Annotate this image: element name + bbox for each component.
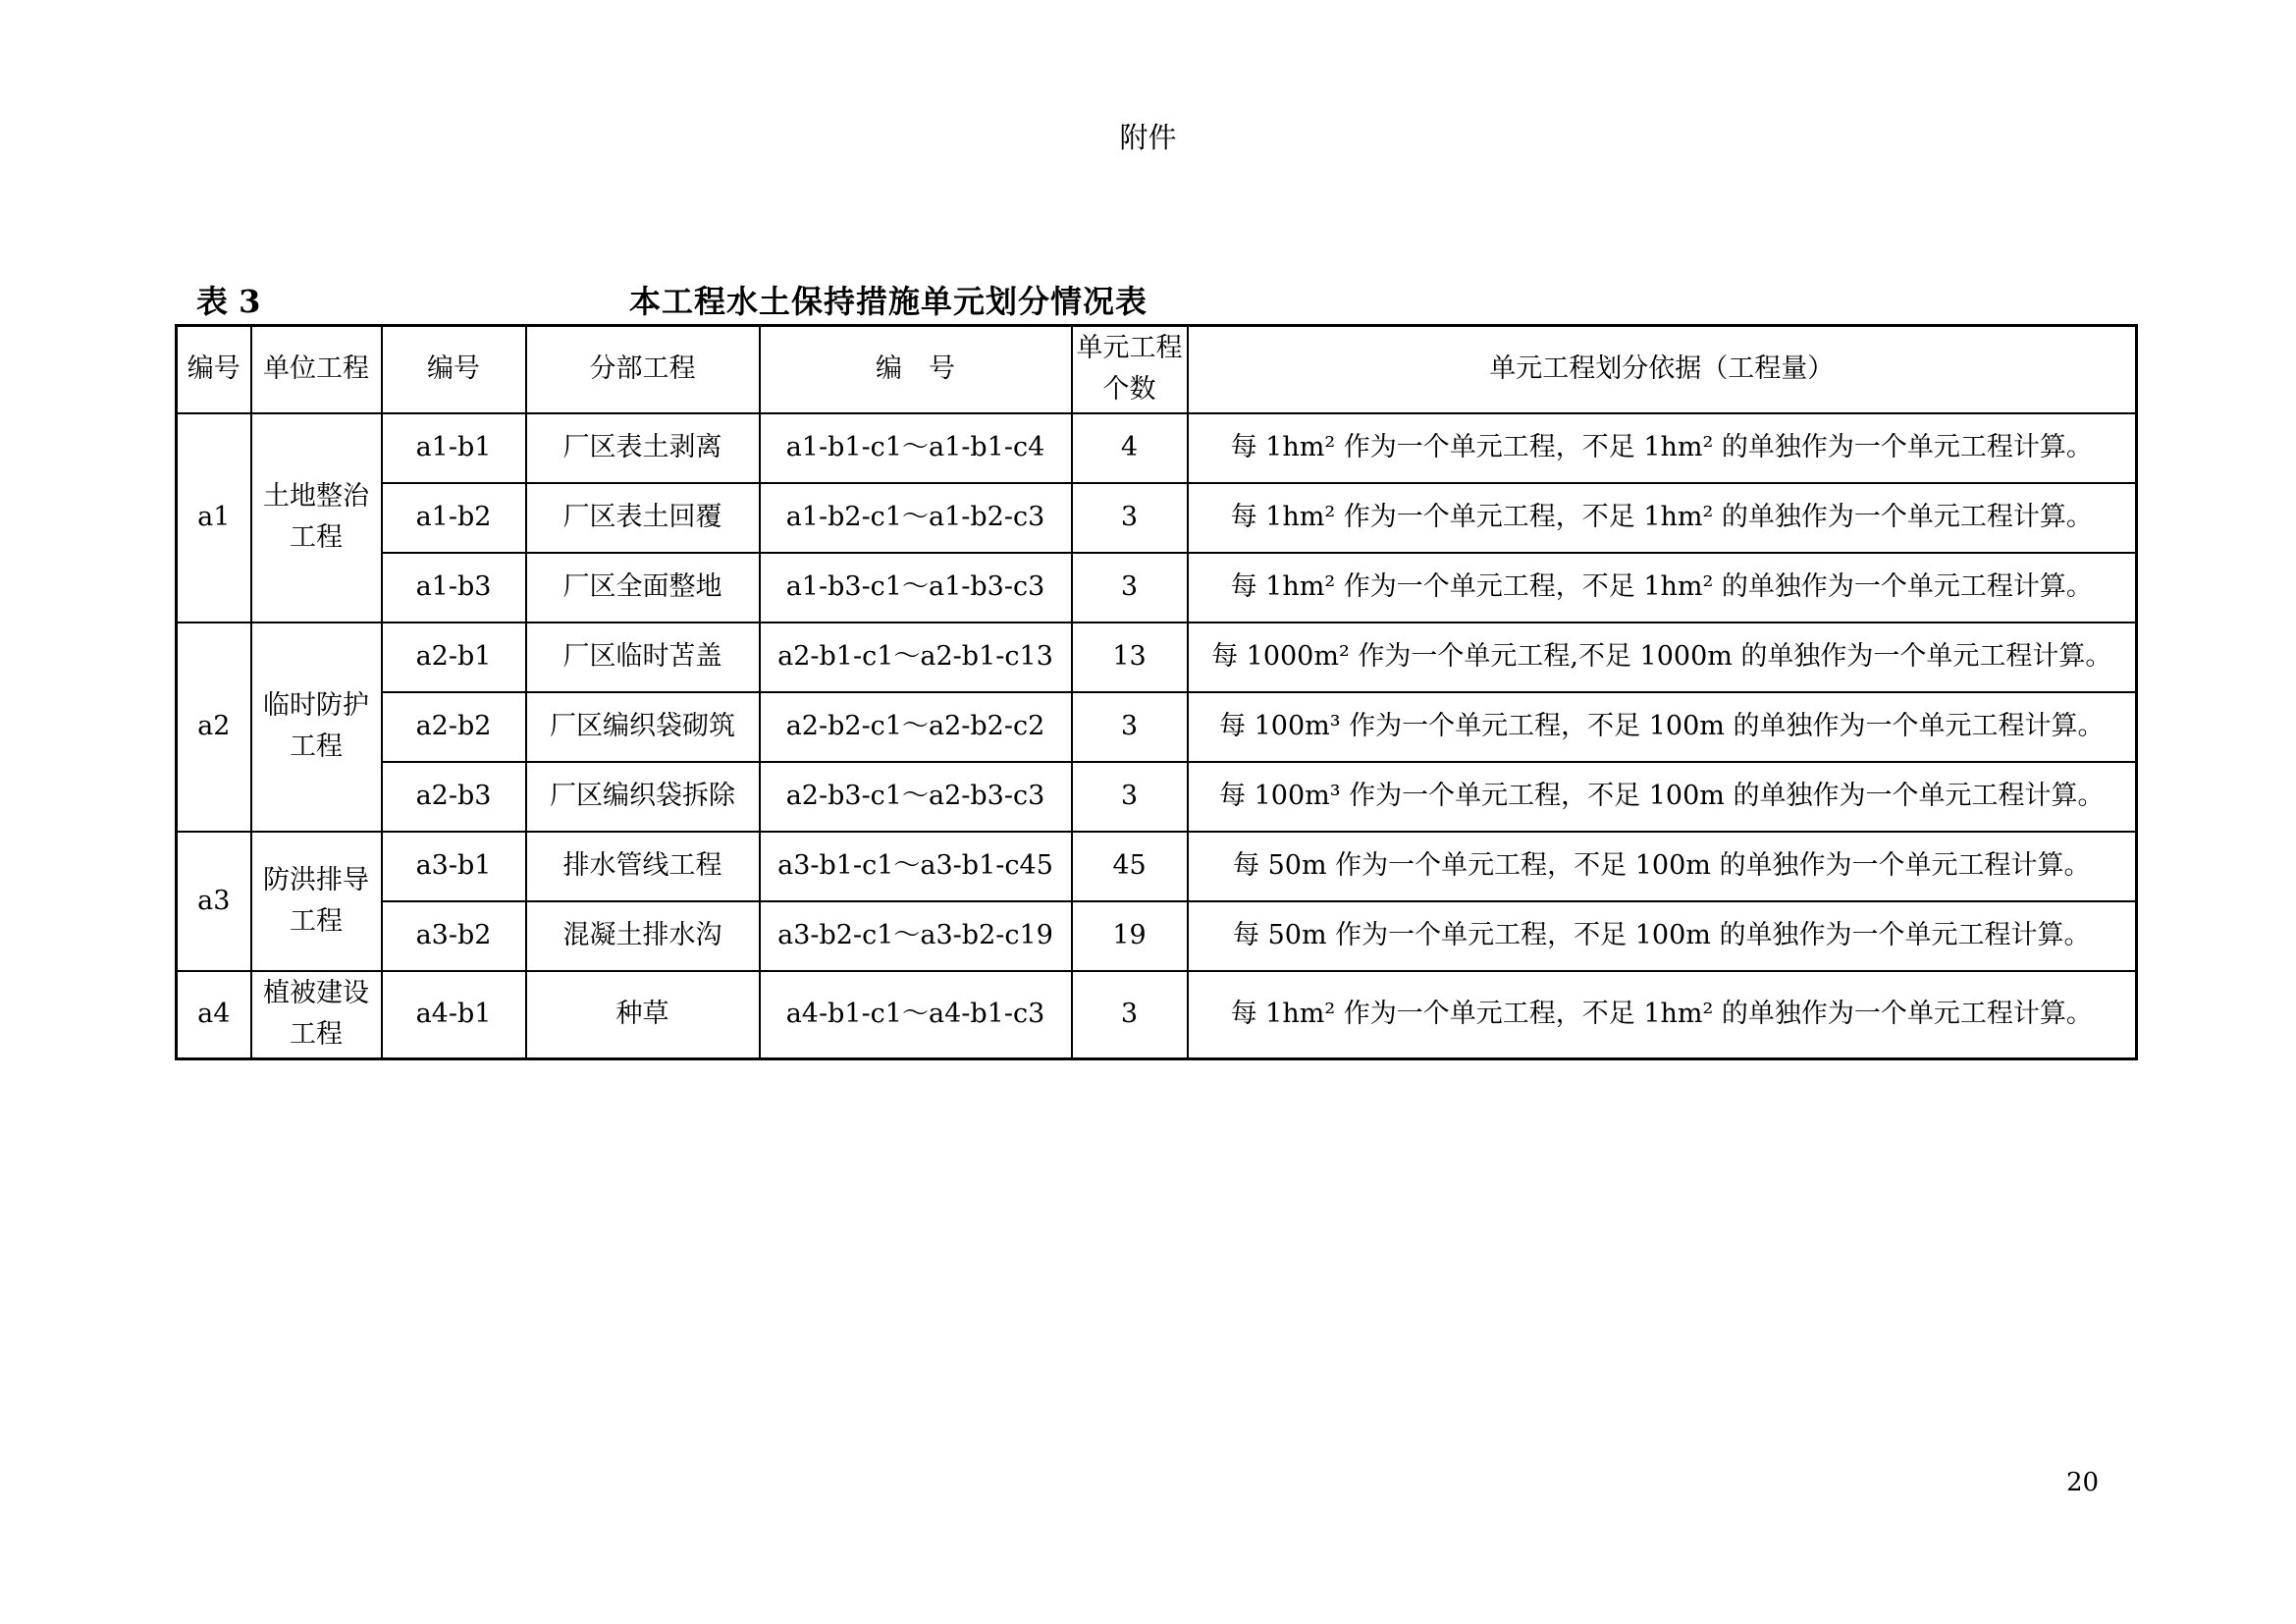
sub-code: a1-b1 — [382, 413, 526, 483]
unit-count: 45 — [1072, 832, 1188, 901]
sub-project: 厂区临时苫盖 — [526, 623, 760, 692]
basis: 每 1hm² 作为一个单元工程，不足 1hm² 的单独作为一个单元工程计算。 — [1188, 483, 2137, 553]
sub-code: a2-b3 — [382, 762, 526, 832]
measures-table — [175, 324, 2138, 1060]
sub-project: 厂区表土回覆 — [526, 483, 760, 553]
table-row — [177, 971, 2137, 1059]
sub-project: 厂区表土剥离 — [526, 413, 760, 483]
unit-code: a4-b1-c1～a4-b1-c3 — [760, 971, 1072, 1059]
table-row — [177, 553, 2137, 623]
unit-count: 3 — [1072, 692, 1188, 762]
table-row — [177, 901, 2137, 971]
table-caption — [196, 277, 1580, 320]
sub-project: 混凝土排水沟 — [526, 901, 760, 971]
group-unit-project: 植被建设工程 — [251, 971, 382, 1059]
sub-project: 厂区编织袋拆除 — [526, 762, 760, 832]
table-row — [177, 832, 2137, 901]
unit-code: a2-b2-c1～a2-b2-c2 — [760, 692, 1072, 762]
header-row — [177, 326, 2137, 413]
header-basis: 单元工程划分依据（工程量） — [1188, 326, 2137, 413]
table-row — [177, 692, 2137, 762]
sub-code: a4-b1 — [382, 971, 526, 1059]
sub-code: a2-b1 — [382, 623, 526, 692]
group-code: a1 — [177, 413, 251, 623]
header-sub-code: 编号 — [382, 326, 526, 413]
basis: 每 100m³ 作为一个单元工程，不足 100m 的单独作为一个单元工程计算。 — [1188, 692, 2137, 762]
group-code: a4 — [177, 971, 251, 1059]
sub-code: a2-b2 — [382, 692, 526, 762]
unit-count: 13 — [1072, 623, 1188, 692]
table-row — [177, 762, 2137, 832]
table-row — [177, 413, 2137, 483]
unit-code: a1-b1-c1～a1-b1-c4 — [760, 413, 1072, 483]
table-number: 表 3 — [196, 283, 261, 320]
page-number: 20 — [2066, 1468, 2100, 1497]
basis: 每 1hm² 作为一个单元工程，不足 1hm² 的单独作为一个单元工程计算。 — [1188, 553, 2137, 623]
basis: 每 1000m² 作为一个单元工程,不足 1000m 的单独作为一个单元工程计算。 — [1188, 623, 2137, 692]
unit-count: 3 — [1072, 971, 1188, 1059]
table-row — [177, 623, 2137, 692]
table-title: 本工程水土保持措施单元划分情况表 — [628, 283, 1148, 320]
group-unit-project: 防洪排导工程 — [251, 832, 382, 971]
sub-code: a1-b3 — [382, 553, 526, 623]
sub-project: 种草 — [526, 971, 760, 1059]
group-code: a2 — [177, 623, 251, 832]
unit-count: 19 — [1072, 901, 1188, 971]
sub-project: 厂区全面整地 — [526, 553, 760, 623]
unit-count: 3 — [1072, 762, 1188, 832]
unit-code: a3-b2-c1～a3-b2-c19 — [760, 901, 1072, 971]
group-code: a3 — [177, 832, 251, 971]
basis: 每 100m³ 作为一个单元工程，不足 100m 的单独作为一个单元工程计算。 — [1188, 762, 2137, 832]
group-unit-project: 临时防护工程 — [251, 623, 382, 832]
header-code: 编号 — [177, 326, 251, 413]
basis: 每 50m 作为一个单元工程，不足 100m 的单独作为一个单元工程计算。 — [1188, 901, 2137, 971]
unit-code: a2-b1-c1～a2-b1-c13 — [760, 623, 1072, 692]
sub-code: a1-b2 — [382, 483, 526, 553]
header-sub-project: 分部工程 — [526, 326, 760, 413]
sub-code: a3-b1 — [382, 832, 526, 901]
group-unit-project: 土地整治工程 — [251, 413, 382, 623]
unit-count: 4 — [1072, 413, 1188, 483]
unit-code: a1-b3-c1～a1-b3-c3 — [760, 553, 1072, 623]
table-row — [177, 483, 2137, 553]
unit-count: 3 — [1072, 483, 1188, 553]
unit-code: a2-b3-c1～a2-b3-c3 — [760, 762, 1072, 832]
basis: 每 1hm² 作为一个单元工程，不足 1hm² 的单独作为一个单元工程计算。 — [1188, 413, 2137, 483]
basis: 每 50m 作为一个单元工程，不足 100m 的单独作为一个单元工程计算。 — [1188, 832, 2137, 901]
sub-project: 排水管线工程 — [526, 832, 760, 901]
basis: 每 1hm² 作为一个单元工程，不足 1hm² 的单独作为一个单元工程计算。 — [1188, 971, 2137, 1059]
header-unit-code: 编 号 — [760, 326, 1072, 413]
header-unit-project: 单位工程 — [251, 326, 382, 413]
sub-code: a3-b2 — [382, 901, 526, 971]
unit-count: 3 — [1072, 553, 1188, 623]
unit-code: a1-b2-c1～a1-b2-c3 — [760, 483, 1072, 553]
sub-project: 厂区编织袋砌筑 — [526, 692, 760, 762]
unit-code: a3-b1-c1～a3-b1-c45 — [760, 832, 1072, 901]
page-header: 附件 — [1119, 121, 1177, 154]
header-unit-count: 单元工程个数 — [1072, 326, 1188, 413]
